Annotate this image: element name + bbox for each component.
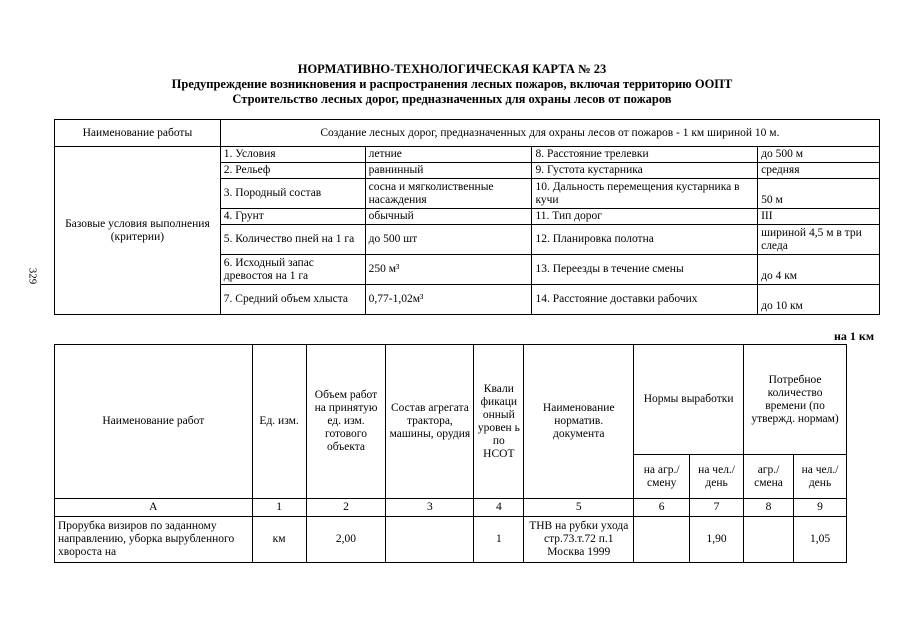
base-conditions-label: Базовые условия выполнения (критерии) (55, 147, 221, 315)
work-name-value: Создание лесных дорог, предназначенных для охраны лесов от пожаров - 1 км шириной 10 м. (220, 120, 879, 147)
index-row (55, 499, 847, 517)
page-title: НОРМАТИВНО-ТЕХНОЛОГИЧЕСКАЯ КАРТА № 23 (297, 62, 607, 76)
condition-label: 1. Условия (220, 147, 365, 163)
header-unit: Ед. изм. (252, 345, 306, 499)
row-work: Прорубка визиров по заданному направлению, уборка вырубленного хвороста на (55, 517, 253, 563)
row-time-man: 1,05 (794, 517, 847, 563)
condition-label: 6. Исходный запас древостоя на 1 га (220, 255, 365, 285)
header-qualification: Квали фикаци онный уровен ь по НСОТ (474, 345, 524, 499)
header-output-norms: Нормы выработки (634, 345, 744, 455)
condition-label: 9. Густота кустарника (532, 163, 758, 179)
condition-value: до 10 км (758, 285, 880, 315)
condition-value: 250 м³ (365, 255, 532, 285)
index-cell: 3 (386, 499, 474, 517)
condition-value: III (758, 209, 880, 225)
condition-label: 12. Планировка полотна (532, 225, 758, 255)
header-time-agr: агр./ смена (744, 455, 794, 499)
condition-value: до 500 шт (365, 225, 532, 255)
condition-label: 3. Породный состав (220, 179, 365, 209)
condition-value: до 4 км (758, 255, 880, 285)
header-volume: Объем работ на принятую ед. изм. готового объекта (306, 345, 386, 499)
header-document: Наименование норматив. документа (524, 345, 634, 499)
condition-value: до 500 м (758, 147, 880, 163)
condition-label: 8. Расстояние трелевки (532, 147, 758, 163)
page-subtitle-2: Строительство лесных дорог, предназначенных для охраны лесов от пожаров (232, 92, 672, 106)
index-cell: 4 (474, 499, 524, 517)
unit-note: на 1 км (833, 329, 874, 343)
row-out-man: 1,90 (690, 517, 744, 563)
condition-label: 2. Рельеф (220, 163, 365, 179)
header-out-man: на чел./ день (690, 455, 744, 499)
condition-label: 14. Расстояние доставки рабочих (532, 285, 758, 315)
table-row (55, 517, 847, 563)
index-cell: 8 (744, 499, 794, 517)
condition-value: шириной 4,5 м в три следа (758, 225, 880, 255)
condition-value: сосна и мягколиственные насаждения (365, 179, 532, 209)
condition-label: 5. Количество пней на 1 га (220, 225, 365, 255)
conditions-table (54, 119, 880, 315)
index-cell: 6 (634, 499, 690, 517)
condition-label: 4. Грунт (220, 209, 365, 225)
page-number: 329 (26, 267, 39, 285)
row-document: ТНВ на рубки ухода стр.73.т.72 п.1 Москва 1999 (524, 517, 634, 563)
norms-table (54, 344, 847, 563)
condition-value: 0,77-1,02м³ (365, 285, 532, 315)
condition-label: 11. Тип дорог (532, 209, 758, 225)
row-out-agr (634, 517, 690, 563)
index-cell: 7 (690, 499, 744, 517)
header-aggregate: Состав агрегата трактора, машины, орудия (386, 345, 474, 499)
header-out-agr: на агр./ смену (634, 455, 690, 499)
index-cell: А (55, 499, 253, 517)
row-unit: км (252, 517, 306, 563)
header-time-needed: Потребное количество времени (по утвержд. нормам) (744, 345, 847, 455)
header-work: Наименование работ (55, 345, 253, 499)
condition-value: обычный (365, 209, 532, 225)
condition-value: 50 м (758, 179, 880, 209)
condition-value: летние (365, 147, 532, 163)
index-cell: 5 (524, 499, 634, 517)
index-cell: 1 (252, 499, 306, 517)
condition-value: средняя (758, 163, 880, 179)
condition-label: 10. Дальность перемещения кустарника в кучи (532, 179, 758, 209)
work-name-label: Наименование работы (55, 120, 221, 147)
page-subtitle-1: Предупреждение возникновения и распространения лесных пожаров, включая территорию ООПТ (171, 77, 733, 91)
row-aggregate (386, 517, 474, 563)
index-cell: 2 (306, 499, 386, 517)
row-volume: 2,00 (306, 517, 386, 563)
row-qualification: 1 (474, 517, 524, 563)
header-time-man: на чел./ день (794, 455, 847, 499)
index-cell: 9 (794, 499, 847, 517)
row-time-agr (744, 517, 794, 563)
condition-value: равнинный (365, 163, 532, 179)
condition-label: 13. Переезды в течение смены (532, 255, 758, 285)
condition-label: 7. Средний объем хлыста (220, 285, 365, 315)
